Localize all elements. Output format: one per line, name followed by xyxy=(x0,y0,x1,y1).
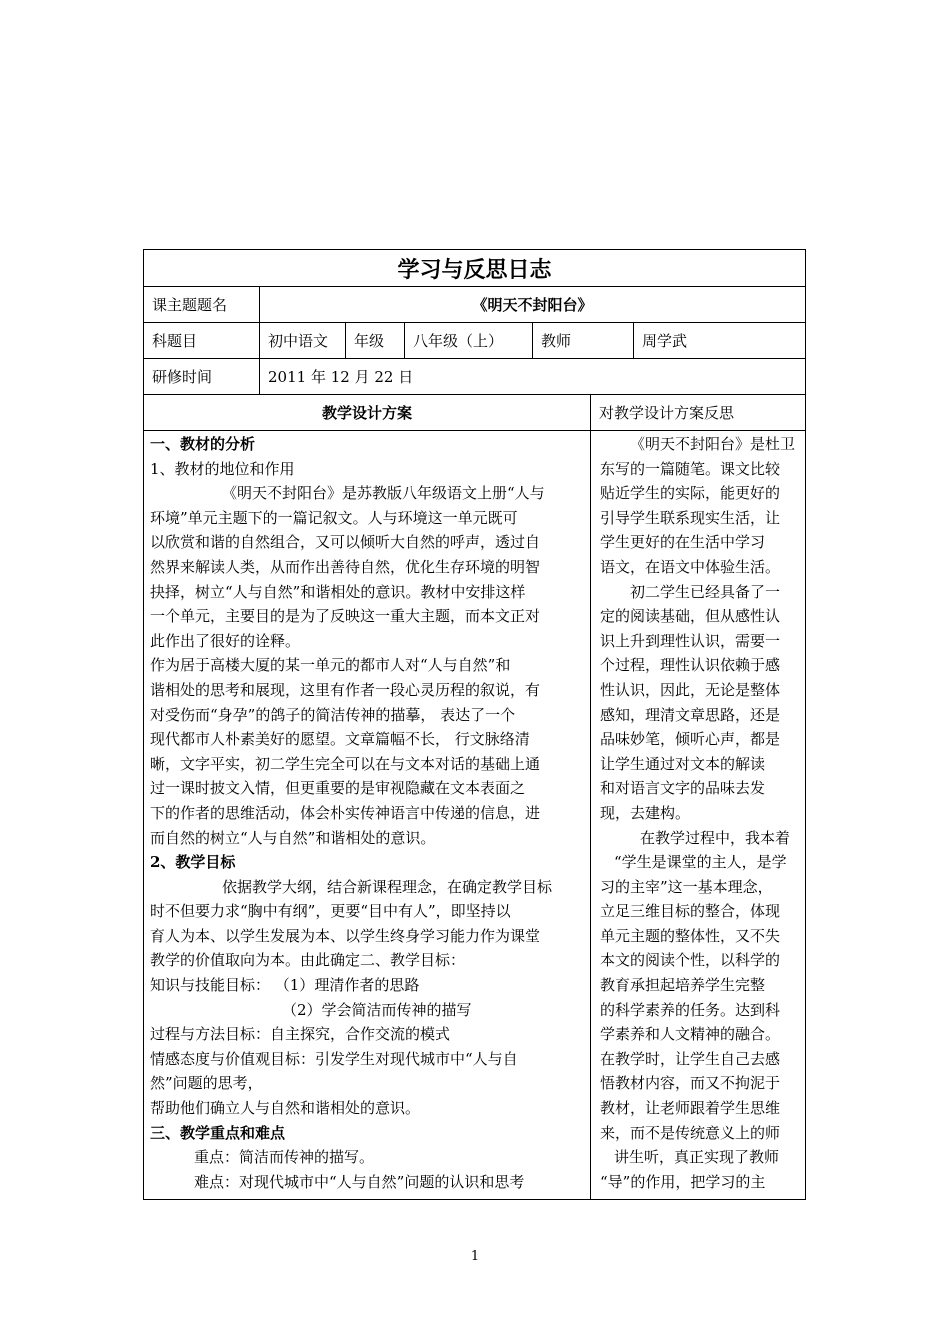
reflection-line: 和对语言文字的品味去发 xyxy=(600,779,766,798)
key-point-line: 难点：对现代城市中“人与自然”问题的认识和思考 xyxy=(194,1172,525,1191)
paragraph-line: 然界来解读人类，从而作出善待自然，优化生存环境的明智 xyxy=(150,557,541,576)
goal-line: 知识与技能目标： （1）理清作者的思路 xyxy=(150,976,420,995)
goal-line: 然”问题的思考， xyxy=(150,1074,263,1093)
grade-value: 八年级（上） xyxy=(405,323,533,359)
reflection-line: 现，去建构。 xyxy=(600,803,691,822)
paragraph-line: 过一课时披文入情，但更重要的是审视隐藏在文本表面之 xyxy=(150,779,526,798)
reflection-line: 《明天不封阳台》是杜卫 xyxy=(630,435,796,453)
paragraph-line: 对受伤而“身孕”的鸽子的简洁传神的描摹， 表达了一个 xyxy=(150,705,516,724)
reflection-header: 对教学设计方案反思 xyxy=(591,395,806,431)
reflection-content xyxy=(591,431,806,1200)
topic-label: 课主题题名 xyxy=(144,287,260,323)
grade-label: 年级 xyxy=(346,323,405,359)
time-value: 2011 年 12 月 22 日 xyxy=(260,359,806,395)
goal-line: 情感态度与价值观目标：引发学生对现代城市中“人与自 xyxy=(150,1049,518,1068)
reflection-line: 的科学素养的任务。达到科 xyxy=(600,1000,781,1019)
time-label: 研修时间 xyxy=(144,359,260,395)
reflection-line: 来，而不是传统意义上的师 xyxy=(600,1123,781,1142)
subject-value: 初中语文 xyxy=(260,323,346,359)
reflection-line: 习的主宰”这一基本理念， xyxy=(600,877,773,896)
subject-label: 科题目 xyxy=(144,323,260,359)
design-plan-header: 教学设计方案 xyxy=(144,395,591,431)
reflection-line: “导”的作用，把学习的主 xyxy=(600,1172,766,1191)
teacher-label: 教师 xyxy=(533,323,634,359)
paragraph-line: 抉择，树立“人与自然”和谐相处的意识。教材中安排这样 xyxy=(150,582,526,601)
reflection-line: “学生是课堂的主人，是学 xyxy=(614,853,787,872)
reflection-line: 教育承担起培养学生完整 xyxy=(600,976,766,995)
paragraph-line: 一个单元，主要目的是为了反映这一重大主题，而本文正对 xyxy=(150,607,541,626)
reflection-line: 悟教材内容，而又不拘泥于 xyxy=(600,1074,781,1093)
paragraph-line: 此作出了很好的诠释。 xyxy=(150,631,301,650)
reflection-line: 本文的阅读个性，以科学的 xyxy=(600,951,781,970)
reflection-line: 学素养和人文精神的融合。 xyxy=(600,1025,781,1044)
goal-line: 过程与方法目标：自主探究，合作交流的模式 xyxy=(150,1025,451,1044)
subsection-heading: 1、教材的地位和作用 xyxy=(150,459,295,478)
page-number: 1 xyxy=(470,1249,480,1264)
reflection-line: 在教学过程中，我本着 xyxy=(640,828,791,847)
reflection-line: 初二学生已经具备了一 xyxy=(630,582,781,601)
paragraph-line: 而自然的树立“人与自然”和谐相处的意识。 xyxy=(150,828,436,847)
section-heading: 三、教学重点和难点 xyxy=(150,1123,286,1142)
reflection-line: 感知，理清文章思路，还是 xyxy=(600,705,781,724)
reflection-line: 定的阅读基础，但从感性认 xyxy=(600,607,781,626)
reflection-line: 讲生听，真正实现了教师 xyxy=(614,1148,780,1167)
reflection-line: 个过程，理性认识依赖于感 xyxy=(600,656,781,675)
section-heading: 一、教材的分析 xyxy=(150,435,256,453)
reflection-line: 品味妙笔，倾听心声，都是 xyxy=(600,730,781,749)
teacher-value: 周学武 xyxy=(634,323,806,359)
paragraph-line: 育人为本、以学生发展为本、以学生终身学习能力作为课堂 xyxy=(150,926,541,945)
reflection-line: 识上升到理性认识，需要一 xyxy=(600,631,781,650)
reflection-line: 语文，在语文中体验生活。 xyxy=(600,557,781,576)
paragraph-line: 下的作者的思维活动，体会朴实传神语言中传递的信息，进 xyxy=(150,803,541,822)
goal-line: （2）学会简洁而传神的描写 xyxy=(282,1000,472,1019)
reflection-line: 性认识，因此，无论是整体 xyxy=(600,680,781,699)
reflection-line: 单元主题的整体性，又不失 xyxy=(600,926,781,945)
paragraph-line: 《明天不封阳台》是苏教版八年级语文上册“人与 xyxy=(222,484,545,503)
topic-value: 《明天不封阳台》 xyxy=(260,287,806,323)
reflection-line: 立足三维目标的整合，体现 xyxy=(600,902,781,921)
paragraph-line: 时不但要力求“胸中有纲”，更要“目中有人”，即坚持以 xyxy=(150,902,511,921)
paragraph-line: 环境”单元主题下的一篇记叙文。人与环境这一单元既可 xyxy=(150,508,518,527)
paragraph-line: 现代都市人朴素美好的愿望。文章篇幅不长， 行文脉络清 xyxy=(150,730,530,749)
reflection-line: 学生更好的在生活中学习 xyxy=(600,533,766,552)
reflection-line: 引导学生联系现实生活，让 xyxy=(600,508,781,527)
reflection-line: 东写的一篇随笔。课文比较 xyxy=(600,459,781,478)
reflection-line: 教材，让老师跟着学生思维 xyxy=(600,1099,781,1118)
paragraph-line: 作为居于高楼大厦的某一单元的都市人对“人与自然”和 xyxy=(150,656,511,675)
paragraph-line: 晰，文字平实，初二学生完全可以在与文本对话的基础上通 xyxy=(150,754,541,773)
key-point-line: 重点：简洁而传神的描写。 xyxy=(194,1148,375,1167)
reflection-line: 在教学时，让学生自己去感 xyxy=(600,1049,781,1068)
reflection-log-table xyxy=(143,249,806,1200)
reflection-line: 贴近学生的实际，能更好的 xyxy=(600,484,781,503)
paragraph-line: 教学的价值取向为本。由此确定二、教学目标： xyxy=(150,951,466,970)
section-heading: 2、教学目标 xyxy=(150,853,236,872)
goal-line: 帮助他们确立人与自然和谐相处的意识。 xyxy=(150,1099,421,1118)
reflection-line: 让学生通过对文本的解读 xyxy=(600,754,766,773)
design-plan-content xyxy=(144,431,591,1200)
log-title: 学习与反思日志 xyxy=(144,250,806,287)
paragraph-line: 谐相处的思考和展现，这里有作者一段心灵历程的叙说，有 xyxy=(150,680,541,699)
paragraph-line: 依据教学大纲，结合新课程理念，在确定教学目标 xyxy=(222,877,553,896)
paragraph-line: 以欣赏和谐的自然组合，又可以倾听大自然的呼声，透过自 xyxy=(150,533,541,552)
